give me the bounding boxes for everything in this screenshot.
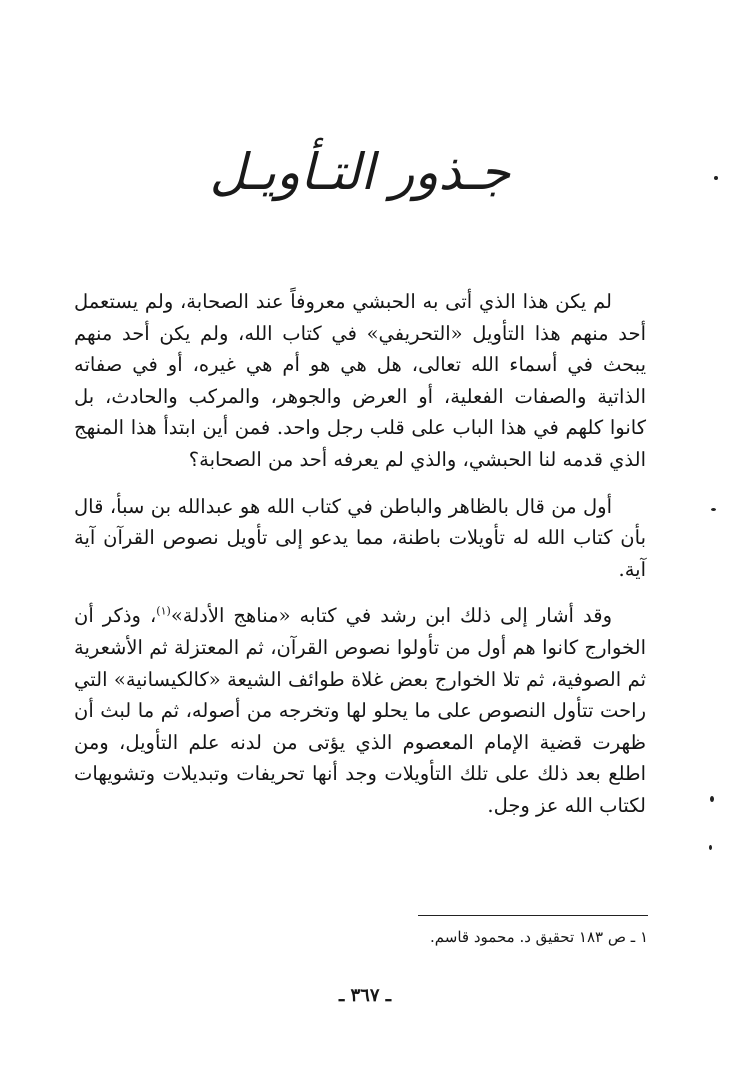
- paragraph-1: لم يكن هذا الذي أتى به الحبشي معروفاً عند الصحابة، ولم يستعمل أحد منهم هذا التأويل «التحريفي» في كتاب الله، ولم يكن أحد منهم يبحث في أسماء الله تعالى، هل هي هو أم هي غيره، أو في صفاته الذاتية والصفات الفعلية، أو العرض والجوهر، والمركب والحادث، بل كانوا كلهم في هذا الباب على قلب رجل واحد. فمن أين ابتدأ هذا المنهج الذي قدمه لنا الحبشي، والذي لم يعرفه أحد من الصحابة؟: [74, 290, 646, 471]
- paragraph-2: أول من قال بالظاهر والباطن في كتاب الله هو عبدالله بن سبأ، قال بأن كتاب الله له تأويلات باطنة، مما يدعو إلى تأويل نصوص القرآن آية آية.: [74, 494, 646, 581]
- paragraph-3-part-2: ، وذكر أن الخوارج كانوا هم أول من تأولوا نصوص القرآن، ثم المعتزلة ثم الأشعرية ثم الصوفية، ثم تلا الخوارج بعض غلاة طوائف الشيعة «كالكيسانية» التي راحت تتأول النصوص على ما يحلو لها وتخرجه من أصوله، ثم ما لبث أن ظهرت قضية الإمام المعصوم الذي يؤتى من لدنه علم التأويل، ومن اطلع بعد ذلك على تلك التأويلات وجد أنها تحريفات وتبديلات وتشويهات لكتاب الله عز وجل.: [74, 604, 646, 817]
- body-text: [74, 286, 646, 837]
- page-number: ـ ٣٦٧ ـ: [338, 985, 392, 1006]
- scan-speck: [710, 796, 714, 802]
- chapter-title: جـذور التـأويـل: [209, 143, 511, 201]
- scan-speck: [711, 508, 716, 511]
- footnote-separator: [418, 915, 648, 916]
- paragraph-3: [74, 600, 646, 821]
- footnote: ١ ـ ص ١٨٣ تحقيق د. محمود قاسم.: [430, 928, 648, 946]
- scan-speck: [709, 845, 712, 850]
- footnote-reference[interactable]: (١): [156, 604, 171, 618]
- scan-speck: [714, 176, 718, 180]
- paragraph-3-part-1: وقد أشار إلى ذلك ابن رشد في كتابه «مناهج الأدلة»: [170, 604, 612, 628]
